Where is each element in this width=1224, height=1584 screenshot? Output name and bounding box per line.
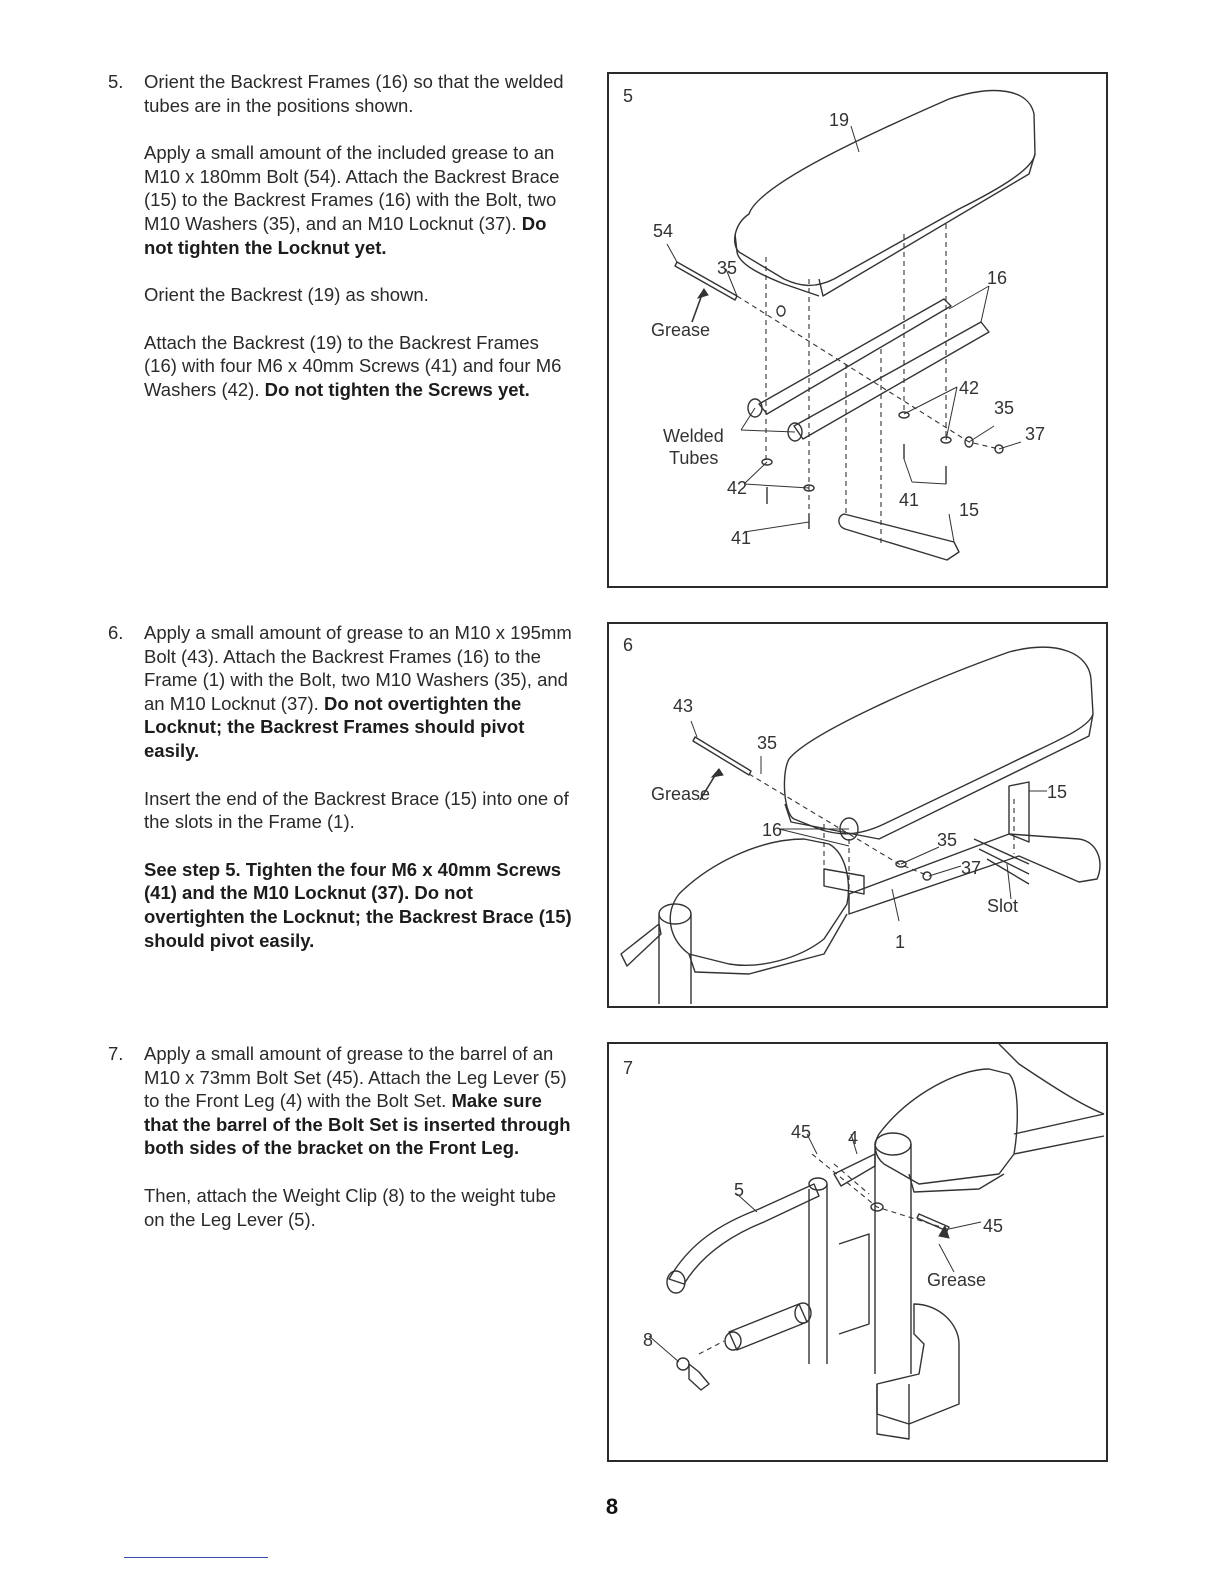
label-45-top: 45 (791, 1122, 812, 1142)
step-paragraph: Apply a small amount of the included grease to an M10 x 180mm Bolt (54). Attach the Backrest Brace (15) to the Backrest Frames (16) with the Bolt, two M10 Washers (35), and an M10 Locknut (37). Do not tighten the Locknut yet. (144, 142, 560, 258)
label-grease: Grease (927, 1270, 987, 1290)
label-43: 43 (673, 696, 694, 716)
label-1: 1 (895, 932, 906, 952)
front-post-top (659, 904, 691, 924)
step-paragraph: Orient the Backrest Frames (16) so that the welded tubes are in the positions shown. (144, 71, 564, 116)
label-41-right: 41 (899, 490, 920, 510)
figure-6-panel (607, 622, 1108, 1008)
bolt-43 (693, 737, 751, 775)
label-16: 16 (987, 268, 1008, 288)
figure-number: 7 (623, 1058, 634, 1078)
step-paragraph: Then, attach the Weight Clip (8) to the weight tube on the Leg Lever (5). (144, 1184, 557, 1230)
seat-cushion (670, 839, 848, 965)
step-body (144, 1042, 574, 1255)
step-number: 7. (108, 1043, 124, 1064)
figure-6-drawing (609, 624, 1106, 1006)
label-37: 37 (961, 858, 982, 878)
seat-cushion (875, 1069, 1017, 1184)
label-5: 5 (734, 1180, 745, 1200)
label-54: 54 (653, 221, 674, 241)
label-41-left: 41 (731, 528, 752, 548)
figure-number: 6 (623, 635, 634, 655)
label-35-top: 35 (757, 733, 778, 753)
label-slot: Slot (987, 896, 1019, 916)
step-number: 6. (108, 622, 124, 643)
label-35: 35 (937, 830, 958, 850)
label-35-top: 35 (717, 258, 738, 278)
label-45-right: 45 (983, 1216, 1004, 1236)
label-tubes: Tubes (669, 448, 719, 468)
step-paragraph: Apply a small amount of grease to an M10 x 195mm Bolt (43). Attach the Backrest Frames (16) to the Frame (1) with the Bolt, two M10 Washers (35), and an M10 Locknut (37). Do not overtighten the Locknut; the Backrest Frames should pivot easily. (144, 622, 572, 761)
front-leg-top (875, 1133, 911, 1155)
step-paragraph: Apply a small amount of grease to the barrel of an M10 x 73mm Bolt Set (45). Attach the Leg Lever (5) to the Front Leg (4) with the Bolt Set. Make sure that the barrel of the Bolt Set is inserted through both sides of the bracket on the Front Leg. (144, 1043, 571, 1159)
label-35-right: 35 (994, 398, 1015, 418)
step-body (144, 621, 574, 976)
figure-5-panel (607, 72, 1108, 588)
backrest-cushion (735, 91, 1035, 286)
weight-clip (689, 1364, 709, 1390)
label-37: 37 (1025, 424, 1046, 444)
step-paragraph: See step 5. Tighten the four M6 x 40mm Screws (41) and the M10 Locknut (37). Do not overtighten the Locknut; the Backrest Brace (15) should pivot easily. (144, 858, 572, 951)
backrest-frame-rear (759, 299, 951, 414)
label-grease: Grease (651, 784, 711, 804)
step-paragraph: Orient the Backrest (19) as shown. (144, 284, 429, 306)
label-15: 15 (959, 500, 980, 520)
figure-7-drawing (609, 1044, 1106, 1460)
figure-7-panel (607, 1042, 1108, 1462)
label-grease: Grease (651, 320, 711, 340)
footer-rule (124, 1557, 268, 1558)
page-number: 8 (605, 1494, 619, 1519)
figure-number: 5 (623, 86, 634, 106)
step-body (144, 70, 574, 426)
label-4: 4 (848, 1128, 859, 1148)
label-42-left: 42 (727, 478, 748, 498)
label-19: 19 (829, 110, 850, 130)
backrest-brace (839, 514, 959, 560)
step-number: 5. (108, 71, 124, 92)
step-paragraph: Insert the end of the Backrest Brace (15) into one of the slots in the Frame (1). (144, 787, 569, 833)
step-paragraph: Attach the Backrest (19) to the Backrest Frames (16) with four M6 x 40mm Screws (41) and four M6 Washers (42). Do not tighten the Screws yet. (144, 331, 562, 400)
label-16: 16 (762, 820, 783, 840)
label-15: 15 (1047, 782, 1068, 802)
label-welded: Welded (663, 426, 724, 446)
label-42-right: 42 (959, 378, 980, 398)
figure-5-drawing (609, 74, 1106, 586)
backrest-edge (735, 234, 819, 296)
backrest-cushion (784, 647, 1093, 834)
label-8: 8 (643, 1330, 654, 1350)
